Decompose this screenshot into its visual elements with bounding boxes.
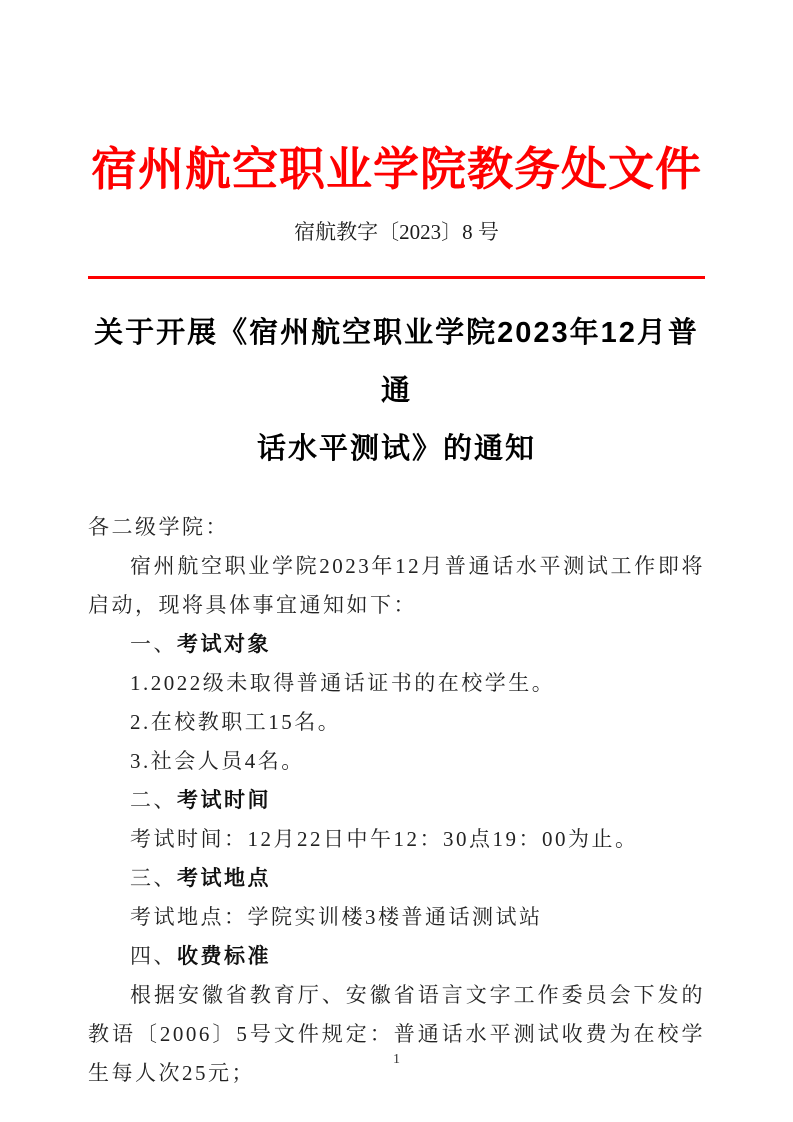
letterhead-red-divider	[88, 276, 705, 279]
section-1-item-3: 3.社会人员4名。	[130, 749, 305, 773]
document-number: 宿航教字〔2023〕8 号	[294, 220, 499, 244]
section-3-line-1: 考试地点：学院实训楼3楼普通话测试站	[130, 905, 543, 929]
document-title	[88, 304, 705, 478]
section-1-item-1: 1.2022级未取得普通话证书的在校学生。	[130, 671, 556, 695]
section-heading-4	[88, 937, 705, 976]
letterhead-org-title: 宿州航空职业学院教务处文件	[91, 144, 702, 195]
section-4-paragraph: 根据安徽省教育厅、安徽省语言文字工作委员会下发的教语〔2006〕5号文件规定：普通话水平测试收费为在校学生每人次25元；	[88, 983, 705, 1085]
section-number: 三、	[130, 866, 177, 890]
section-title: 考试地点	[177, 866, 271, 890]
section-number: 四、	[130, 944, 177, 968]
section-title: 收费标准	[177, 944, 271, 968]
section-2-line-1: 考试时间：12月22日中午12：30点19：00为止。	[130, 827, 639, 851]
section-number: 一、	[130, 632, 177, 656]
section-title: 考试时间	[177, 788, 271, 812]
page-number: 1	[393, 1052, 400, 1067]
section-heading-2	[88, 781, 705, 820]
section-1-item-2: 2.在校教职工15名。	[130, 710, 342, 734]
section-number: 二、	[130, 788, 177, 812]
document-title-line1: 关于开展《宿州航空职业学院2023年12月普通	[94, 317, 699, 407]
section-heading-1	[88, 625, 705, 664]
document-body	[88, 508, 705, 1093]
section-title: 考试对象	[177, 632, 271, 656]
document-title-line2: 话水平测试》的通知	[256, 433, 536, 465]
intro-paragraph: 宿州航空职业学院2023年12月普通话水平测试工作即将启动，现将具体事宜通知如下：	[88, 554, 705, 617]
salutation: 各二级学院：	[88, 515, 229, 539]
section-heading-3	[88, 859, 705, 898]
